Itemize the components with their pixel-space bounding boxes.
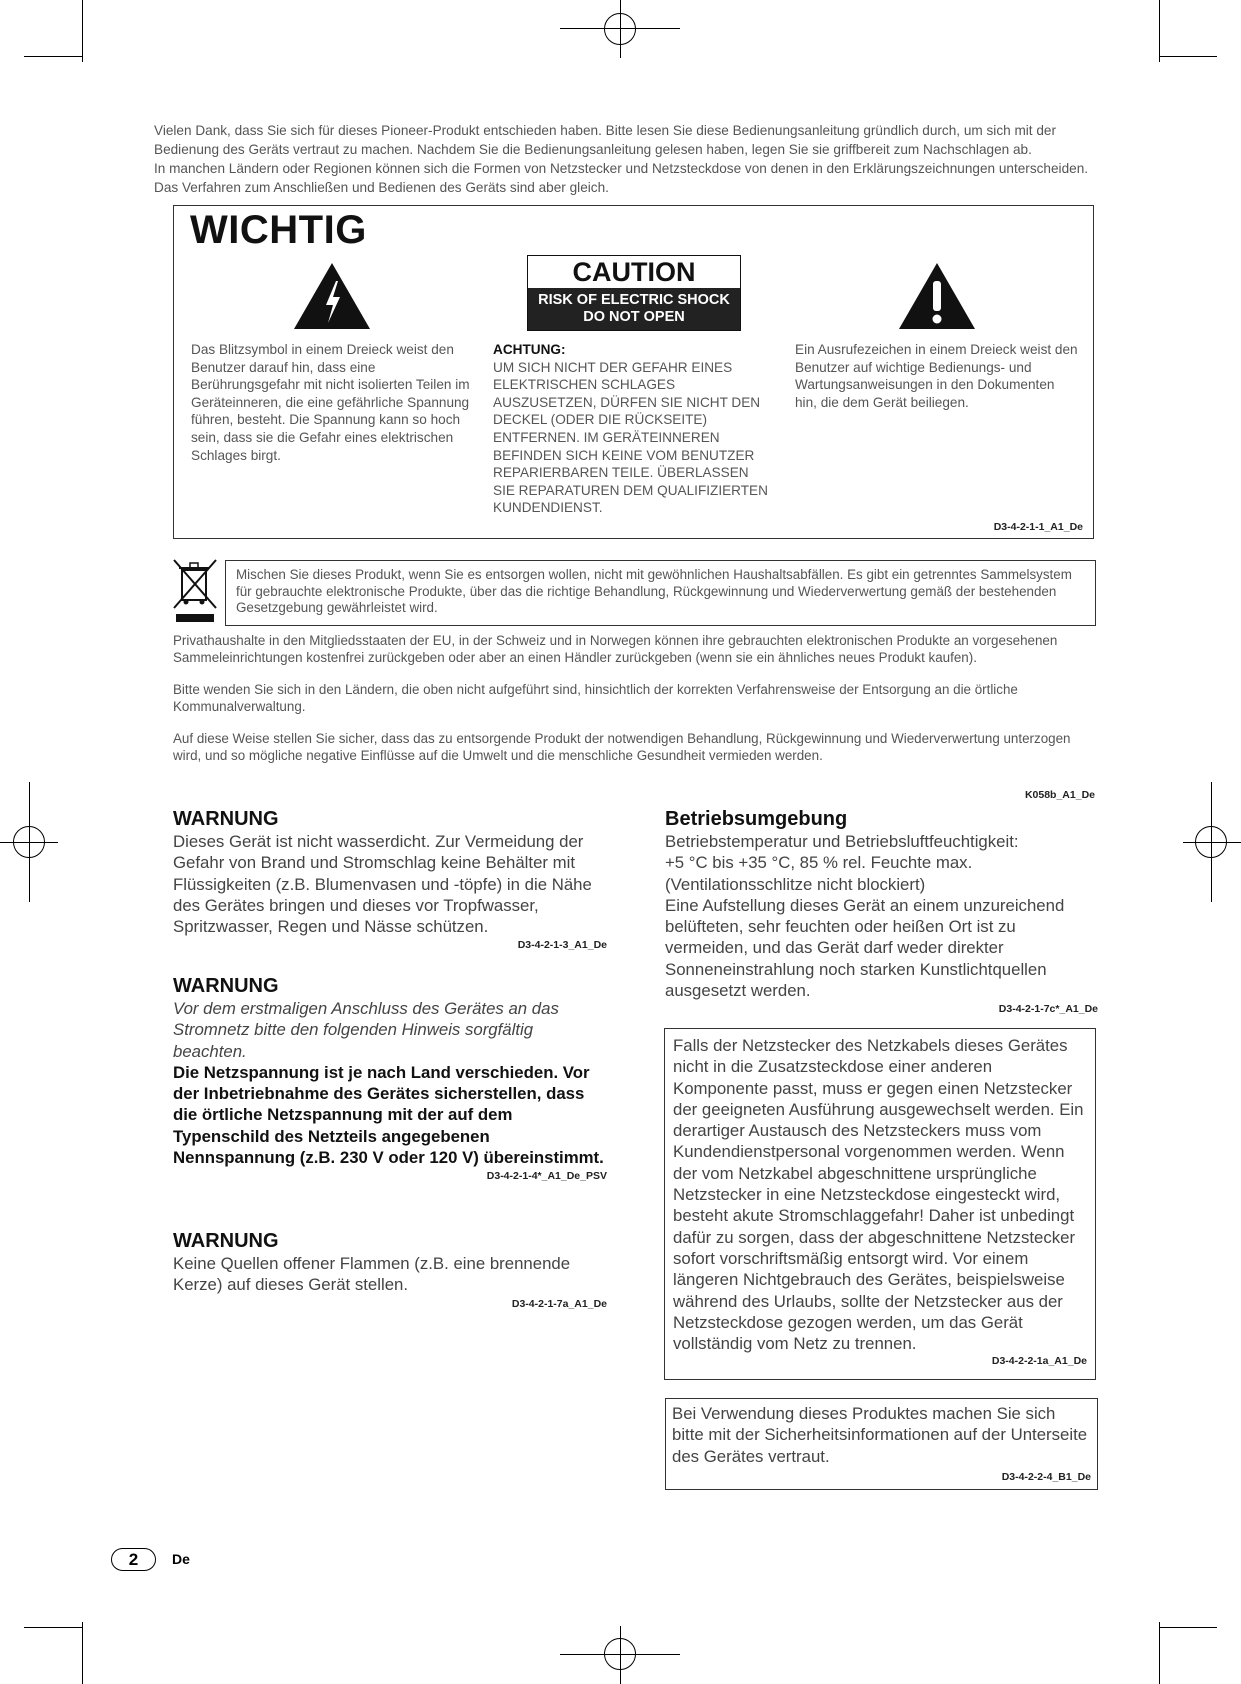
exclamation-warning-icon	[897, 261, 977, 331]
disposal-paragraph-3: Auf diese Weise stellen Sie sicher, dass das zu entsorgende Produkt der notwendigen Behandlung, Rückgewinnung und Wiederverwertung unterzogen wird, und so mögliche negative Einflüsse auf die Umwelt und die menschliche Gesundheit vermieden werden.	[173, 731, 1071, 763]
environment-heading: Betriebsumgebung	[665, 808, 848, 830]
environment-text: Eine Aufstellung dieses Gerät an einem unzureichend belüfteten, sehr feuchten oder heißen Ort ist zu vermeiden, und das Gerät darf weder direkter Sonneneinstrahlung noch starken Kunstlichtquellen ausgesetzt werden.	[665, 895, 1065, 1001]
exclamation-explanation: Ein Ausrufezeichen in einem Dreieck weist den Benutzer auf wichtige Bedienungs- und Wartungsanweisungen in den Dokumenten hin, die dem Gerät beiliegen.	[795, 342, 1078, 410]
wichtig-code: D3-4-2-1-1_A1_De	[993, 521, 1083, 533]
safety-info-text: Bei Verwendung dieses Produktes machen Sie sich bitte mit der Sicherheitsinformationen auf der Unterseite des Gerätes vertraut.	[672, 1404, 1088, 1466]
disposal-paragraph-2: Bitte wenden Sie sich in den Ländern, die oben nicht aufgeführt sind, hinsichtlich der korrekten Verfahrensweise der Entsorgung an die örtliche Kommunalverwaltung.	[173, 682, 1018, 714]
warning-text: Dieses Gerät ist nicht wasserdicht. Zur Vermeidung der Gefahr von Brand und Stromschlag keine Behälter mit Flüssigkeiten (z.B. Blumenvasen und -töpfe) in die Nähe des Gerätes bringen und dieses vor Tropfwasser, Spritzwasser, Regen und Nässe schützen.	[173, 832, 592, 937]
intro-text	[154, 121, 1114, 197]
warning-section-2	[173, 975, 607, 1182]
safety-info-code: D3-4-2-2-4_B1_De	[1001, 1470, 1091, 1483]
disposal-code: K058b_A1_De	[1024, 789, 1095, 801]
achtung-block	[493, 341, 773, 517]
disposal-paragraph-1: Privathaushalte in den Mitgliedsstaaten der EU, in der Schweiz und in Norwegen können ihre gebrauchten elektronischen Produkte an vorgesehenen Sammeleinrichtungen kostenfrei zurückgeben oder aber an einen Händler zurückgeben (wenn sie ein ähnliches neues Produkt kaufen).	[173, 633, 1058, 665]
warning-heading: WARNUNG	[173, 1230, 279, 1252]
plug-notice-box	[664, 1028, 1096, 1380]
disposal-text	[173, 632, 1095, 764]
caution-subtitle	[528, 288, 740, 330]
warning-heading: WARNUNG	[173, 808, 279, 830]
warning-italic-text: Vor dem erstmaligen Anschluss des Gerätes an das Stromnetz bitte den folgenden Hinweis sorgfältig beachten.	[173, 999, 559, 1061]
warning-code: D3-4-2-1-7a_A1_De	[511, 1297, 607, 1310]
wichtig-title: WICHTIG	[190, 208, 367, 252]
intro-line-2: In manchen Ländern oder Regionen können sich die Formen von Netzstecker und Netzsteckdose von denen in den Erklärungszeichnungen unterscheiden. Das Verfahren zum Anschließen und Bedienen des Geräts sind aber gleich.	[154, 161, 1089, 195]
plug-notice-text: Falls der Netzstecker des Netzkabels dieses Gerätes nicht in die Zusatzsteckdose einer anderen Komponente passt, muss er gegen einen Netzstecker der geeigneten Ausführung ausgewechselt werden. Ein derartiger Austausch des Netzsteckers muss vom Kundendienstpersonal vorgenommen werden. Wenn der vom Netzkabel abgeschnittene ursprüngliche Netzstecker in eine Netzsteckdose eingesteckt wird, besteht akute Stromschlaggefahr! Daher ist unbedingt dafür zu sorgen, dass der abgeschnittene Netzstecker sofort vorschriftsmäßig entsorgt wird. Vor einem längeren Nichtgebrauch des Gerätes, beispielsweise während des Urlaubs, sollte der Netzstecker aus der Netzsteckdose gezogen werden, um das Gerät vollständig vom Netz zu trennen.	[673, 1036, 1084, 1354]
warning-section-3	[173, 1230, 607, 1310]
achtung-text: UM SICH NICHT DER GEFAHR EINES ELEKTRISCHEN SCHLAGES AUSZUSETZEN, DÜRFEN SIE NICHT DEN DECKEL (ODER DIE RÜCKSEITE) ENTFERNEN. IM GERÄTEINNEREN BEFINDEN SICH KEINE VOM BENUTZER REPARIERBAREN TEILE. ÜBERLASSEN SIE REPARATUREN DEM QUALIFIZIERTEN KUNDENDIENST.	[493, 359, 768, 516]
warning-section-1	[173, 808, 607, 951]
lightning-warning-icon	[292, 261, 372, 331]
intro-line-1: Vielen Dank, dass Sie sich für dieses Pioneer-Produkt entschieden haben. Bitte lesen Sie diese Bedienungsanleitung gründlich durch, um sich mit der Bedienung des Geräts vertraut zu machen. Nachdem Sie die Bedienungsanleitung gelesen haben, legen Sie sie griffbereit zum Nachschlagen ab.	[154, 123, 1056, 157]
language-code: De	[172, 1551, 190, 1567]
lightning-explanation: Das Blitzsymbol in einem Dreieck weist den Benutzer darauf hin, dass eine Berührungsgefahr mit nicht isolierten Teilen im Geräteinneren, die eine gefährliche Spannung führen, besteht. Die Spannung kann so hoch sein, dass sie die Gefahr eines elektrischen Schlages birgt.	[191, 342, 470, 463]
warning-bold-text: Die Netzspannung ist je nach Land verschieden. Vor der Inbetriebnahme des Gerätes sicherstellen, dass die örtliche Netzspannung mit der auf dem Typenschild des Netzteils angegebenen Nennspannung (z.B. 230 V oder 120 V) übereinstimmt.	[173, 1062, 604, 1168]
environment-code: D3-4-2-1-7c*_A1_De	[998, 1003, 1098, 1016]
environment-section	[665, 808, 1098, 1015]
environment-line-3: (Ventilationsschlitze nicht blockiert)	[665, 874, 926, 894]
caution-title: CAUTION	[572, 257, 696, 287]
plug-notice-code: D3-4-2-2-1a_A1_De	[991, 1355, 1087, 1368]
environment-line-2: +5 °C bis +35 °C, 85 % rel. Feuchte max.	[665, 853, 973, 873]
disposal-box: Mischen Sie dieses Produkt, wenn Sie es entsorgen wollen, nicht mit gewöhnlichen Haushaltsabfällen. Es gibt ein getrenntes Sammelsystem für gebrauchte elektronische Produkte, über das die richtige Behandlung, Rückgewinnung und Wiederverwertung gemäß der bestehenden Gesetzgebung gewährleistet wird.	[225, 560, 1096, 626]
crossed-bin-icon	[172, 558, 218, 624]
caution-line-2: DO NOT OPEN	[583, 309, 685, 325]
warning-code: D3-4-2-1-3_A1_De	[517, 939, 607, 952]
warning-text: Keine Quellen offener Flammen (z.B. eine brennende Kerze) auf dieses Gerät stellen.	[173, 1254, 571, 1295]
warning-heading: WARNUNG	[173, 975, 279, 997]
caution-label	[527, 255, 741, 331]
page-number: 2	[111, 1548, 156, 1571]
safety-info-box	[665, 1398, 1098, 1490]
warning-code: D3-4-2-1-4*_A1_De_PSV	[486, 1170, 607, 1183]
environment-line-1: Betriebstemperatur und Betriebsluftfeuchtigkeit:	[665, 832, 1019, 851]
achtung-heading: ACHTUNG:	[493, 342, 566, 357]
caution-line-1: RISK OF ELECTRIC SHOCK	[538, 292, 730, 308]
